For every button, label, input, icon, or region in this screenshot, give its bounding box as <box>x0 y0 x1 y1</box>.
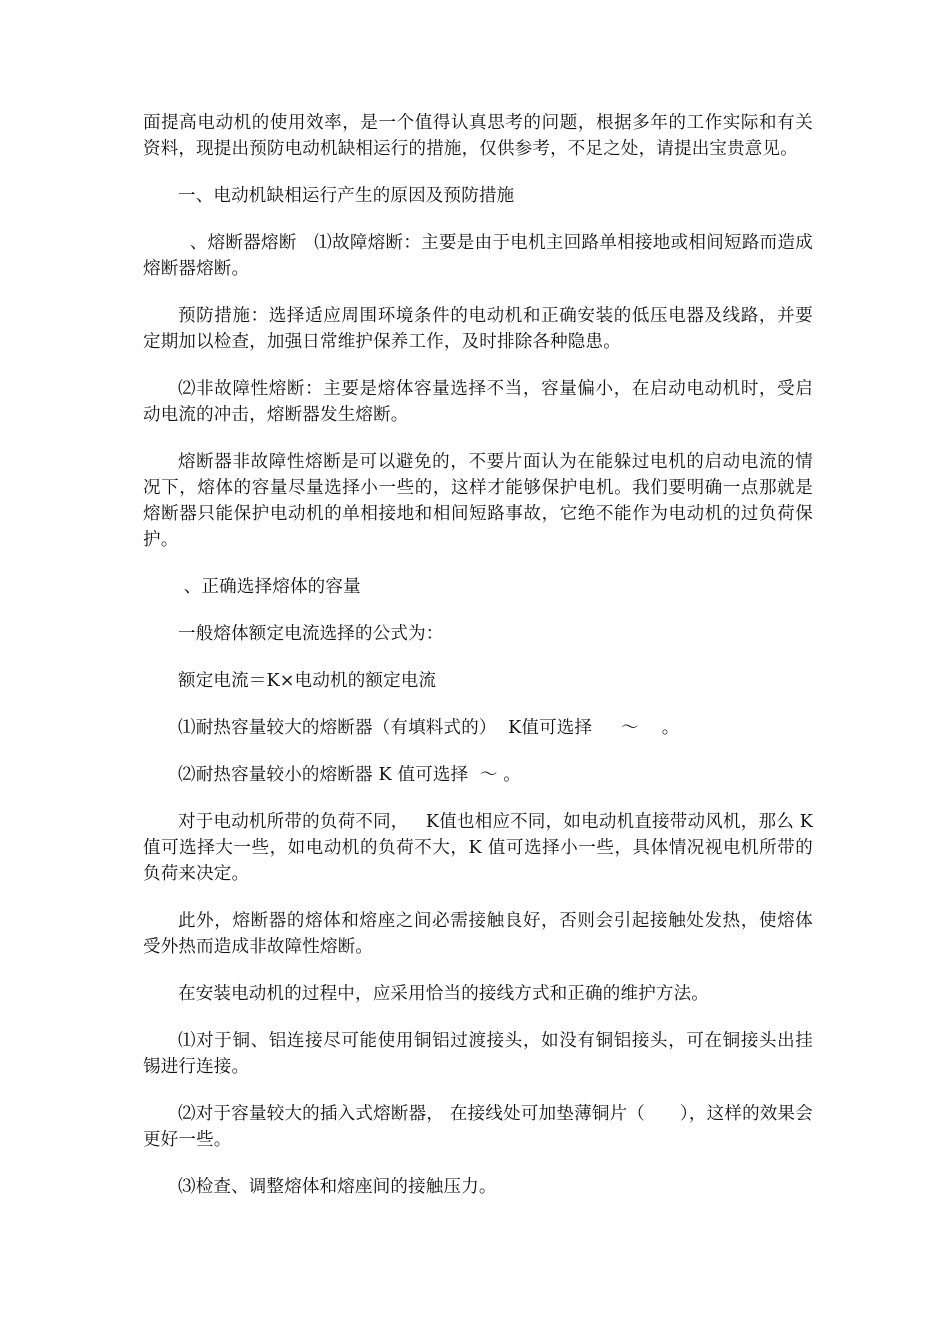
paragraph-formula-intro: 一般熔体额定电流选择的公式为： <box>178 624 444 644</box>
paragraph-contact: 此外，熔断器的熔体和熔座之间必需接触良好，否则会引起接触处发热，使熔体受外热而造成非故障性熔断。 <box>143 911 813 957</box>
paragraph-k-large: ⑴耐热容量较大的熔断器（有填料式的） K值可选择 ～ 。 <box>178 718 680 738</box>
paragraph-copper-aluminum: ⑴对于铜、铝连接尽可能使用铜铝过渡接头，如没有铜铝接头，可在铜接头出挂锡进行连接。 <box>143 1031 813 1077</box>
paragraph-k-small: ⑵耐热容量较小的熔断器 K 值可选择 ～ 。 <box>178 765 521 785</box>
paragraph-non-fault: ⑵非故障性熔断：主要是熔体容量选择不当，容量偏小，在启动电动机时，受启动电流的冲击，熔断器发生熔断。 <box>143 379 813 425</box>
paragraph-intro: 面提高电动机的使用效率，是一个值得认真思考的问题，根据多年的工作实际和有关资料，现提出预防电动机缺相运行的措施，仅供参考，不足之处，请提出宝贵意见。 <box>143 113 813 159</box>
section-heading-2: 、正确选择熔体的容量 <box>178 577 361 597</box>
document-body <box>143 110 819 1221</box>
section-heading-1: 一、电动机缺相运行产生的原因及预防措施 <box>178 186 515 206</box>
paragraph-fuse-blown: 、熔断器熔断 ⑴故障熔断：主要是由于电机主回路单相接地或相间短路而造成熔断器熔断。 <box>143 233 813 279</box>
paragraph-install: 在安装电动机的过程中，应采用恰当的接线方式和正确的维护方法。 <box>178 984 709 1004</box>
paragraph-formula: 额定电流＝K×电动机的额定电流 <box>178 671 437 691</box>
paragraph-pressure: ⑶检查、调整熔体和熔座间的接触压力。 <box>178 1177 497 1197</box>
paragraph-copper-shim: ⑵对于容量较大的插入式熔断器， 在接线处可加垫薄铜片（ ），这样的效果会更好一些。 <box>143 1104 813 1150</box>
paragraph-prevention: 预防措施：选择适应周围环境条件的电动机和正确安装的低压电器及线路，并要定期加以检查，加强日常维护保养工作，及时排除各种隐患。 <box>143 306 813 352</box>
paragraph-load: 对于电动机所带的负荷不同， K值也相应不同，如电动机直接带动风机，那么 K 值可选择大一些，如电动机的负荷不大，K 值可选择小一些，具体情况视电机所带的负荷来决定。 <box>143 812 819 884</box>
paragraph-avoidable: 熔断器非故障性熔断是可以避免的，不要片面认为在能躲过电机的启动电流的情况下，熔体的容量尽量选择小一些的，这样才能够保护电机。我们要明确一点那就是熔断器只能保护电动机的单相接地和相间短路事故，它绝不能作为电动机的过负荷保护。 <box>143 452 813 550</box>
